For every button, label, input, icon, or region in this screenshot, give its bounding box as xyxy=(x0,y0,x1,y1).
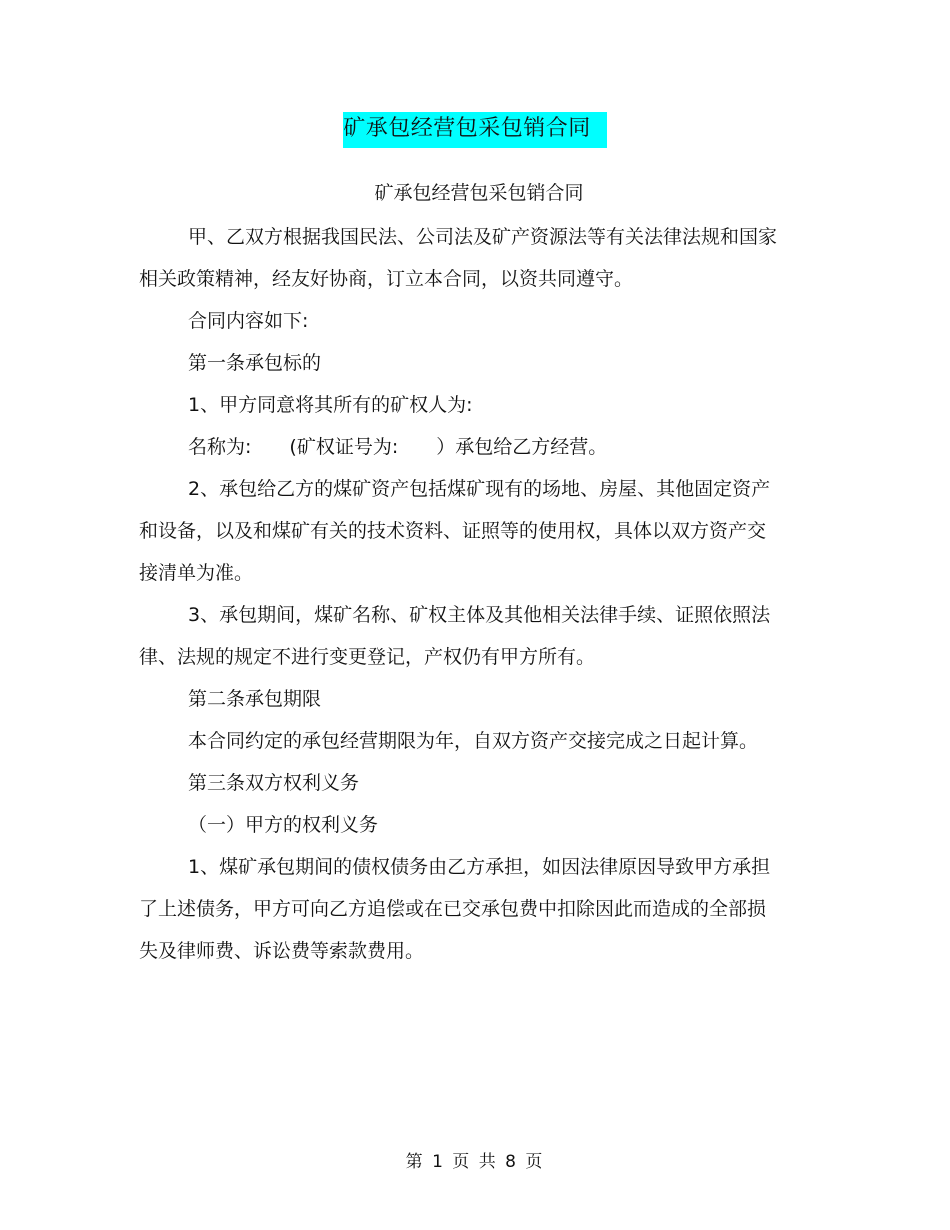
paragraph-intro: 甲、乙双方根据我国民法、公司法及矿产资源法等有关法律法规和国家相关政策精神，经友好协商，订立本合同，以资共同遵守。 xyxy=(139,226,778,290)
paragraph-1-3: 3、承包期间，煤矿名称、矿权主体及其他相关法律手续、证照依照法律、法规的规定不进行变更登记，产权仍有甲方所有。 xyxy=(139,604,771,668)
heading-article-1: 第一条承包标的 xyxy=(188,352,322,374)
page-footer: 第 1 页 共 8 页 xyxy=(405,1152,545,1172)
paragraph-1-1: 1、甲方同意将其所有的矿权人为: xyxy=(188,394,473,416)
heading-party-a-rights: （一）甲方的权利义务 xyxy=(188,814,379,836)
paragraph-3-1: 1、煤矿承包期间的债权债务由乙方承担，如因法律原因导致甲方承担了上述债务，甲方可向乙方追偿或在已交承包费中扣除因此而造成的全部损失及律师费、诉讼费等索款费用。 xyxy=(139,856,771,962)
paragraph-1-2: 2、承包给乙方的煤矿资产包括煤矿现有的场地、房屋、其他固定资产和设备，以及和煤矿有关的技术资料、证照等的使用权，具体以双方资产交接清单为准。 xyxy=(139,478,771,584)
document-title: 矿承包经营包采包销合同 xyxy=(343,112,607,148)
paragraph-term: 本合同约定的承包经营期限为年，自双方资产交接完成之日起计算。 xyxy=(188,730,759,752)
paragraph-contents-label: 合同内容如下: xyxy=(188,310,309,332)
paragraph-name-line: 名称为: (矿权证号为: ）承包给乙方经营。 xyxy=(188,436,608,458)
document-subtitle: 矿承包经营包采包销合同 xyxy=(374,182,584,204)
heading-article-3: 第三条双方权利义务 xyxy=(188,772,360,794)
title-container xyxy=(0,112,950,148)
heading-article-2: 第二条承包期限 xyxy=(188,688,322,710)
document-body xyxy=(139,172,779,972)
